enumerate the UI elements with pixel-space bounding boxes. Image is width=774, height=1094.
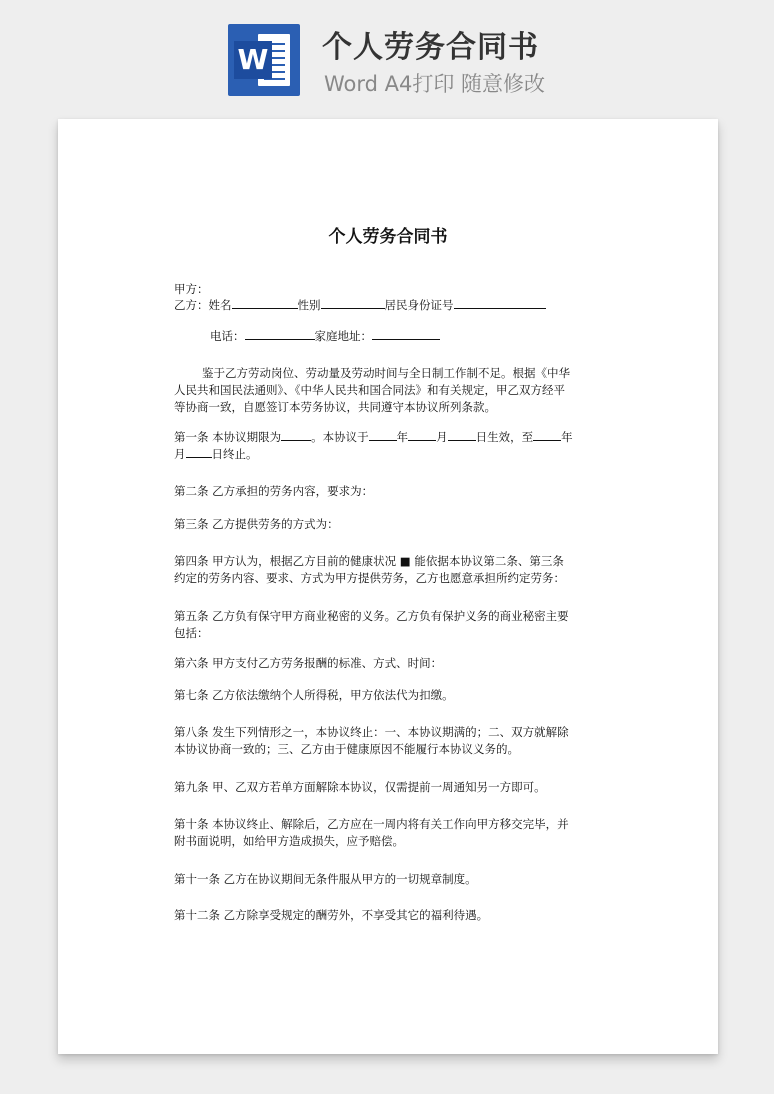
article-4-line-2: 约定的劳务内容、要求、方式为甲方提供劳务，乙方也愿意承担所约定劳务： [174,571,565,585]
article-10-line-1: 第十条 本协议终止、解除后，乙方应在一周内将有关工作向甲方移交完毕，并 [174,817,569,831]
article-1-end-month-label: 月 [174,447,186,461]
intro-paragraph [174,365,606,416]
document-title: 个人劳务合同书 [328,227,448,247]
phone-label: 电话： [210,329,245,343]
address-label: 家庭地址： [314,329,372,343]
word-icon [228,24,300,96]
gender-blank[interactable] [321,297,385,309]
article-4 [174,553,606,587]
article-6: 第六条 甲方支付乙方劳务报酬的标准、方式、时间： [174,656,443,670]
article-10 [174,816,606,850]
intro-line-2: 人民共和国民法通则》、《中华人民共和国合同法》和有关规定，甲乙双方经平 [174,383,565,397]
article-1-text-b: 。本协议于 [311,430,369,444]
id-number-blank[interactable] [454,297,546,309]
article-1 [174,429,606,463]
start-day-blank[interactable] [448,429,476,441]
article-1-end-year-label: 年 [561,430,573,444]
article-5-line-1: 第五条 乙方负有保守甲方商业秘密的义务。乙方负有保护义务的商业秘密主要 [174,609,569,623]
article-8 [174,724,606,758]
article-12: 第十二条 乙方除享受规定的酬劳外，不享受其它的福利待遇。 [174,908,489,922]
article-4-line-1: 第四条 甲方认为，根据乙方目前的健康状况 ■ 能依据本协议第二条、第三条 [174,554,564,568]
article-10-line-2: 附书面说明，如给甲方造成损失，应予赔偿。 [174,834,404,848]
banner-title: 个人劳务合同书 [322,30,539,65]
end-year-blank[interactable] [533,429,561,441]
term-blank[interactable] [281,429,311,441]
article-1-text-e: 日生效，至 [475,430,534,444]
phone-blank[interactable] [245,328,315,340]
article-8-line-2: 本协议协商一致的；三、乙方由于健康原因不能履行本协议义务的。 [174,742,519,756]
article-11: 第十一条 乙方在协议期间无条件服从甲方的一切规章制度。 [174,872,477,886]
gender-label: 性别 [297,298,321,312]
article-9: 第九条 甲、乙双方若单方面解除本协议，仅需提前一周通知另一方即可。 [174,780,546,794]
party-a-line [174,281,209,298]
intro-line-3: 等协商一致，自愿签订本劳务协议，共同遵守本协议所列条款。 [174,400,496,414]
article-1-text-a: 第一条 本协议期限为 [174,430,282,444]
id-number-label: 居民身份证号 [384,298,454,312]
start-month-blank[interactable] [408,429,436,441]
article-1-text-h: 日终止。 [211,447,258,461]
party-a-label: 甲方： [174,282,209,296]
start-year-blank[interactable] [369,429,397,441]
article-1-month-label: 月 [436,430,448,444]
word-letter: W [234,41,272,79]
address-blank[interactable] [372,328,440,340]
name-blank[interactable] [232,297,298,309]
article-2: 第二条 乙方承担的劳务内容，要求为： [174,484,374,498]
article-1-year-label: 年 [396,430,409,444]
contact-line [210,328,440,345]
end-day-blank[interactable] [186,446,212,458]
article-8-line-1: 第八条 发生下列情形之一，本协议终止：一、本协议期满的；二、双方就解除 [174,725,569,739]
banner-subtitle: Word A4打印 随意修改 [324,72,546,96]
party-b-line [174,297,546,314]
article-5-line-2: 包括： [174,626,209,640]
article-7: 第七条 乙方依法缴纳个人所得税，甲方依法代为扣缴。 [174,688,454,702]
party-b-name-label: 乙方：姓名 [174,298,232,312]
document-page [58,119,718,1054]
article-5 [174,608,606,642]
article-3: 第三条 乙方提供劳务的方式为： [174,517,339,531]
intro-line-1: 鉴于乙方劳动岗位、劳动量及劳动时间与全日制工作制不足。根据《中华 [202,366,570,380]
